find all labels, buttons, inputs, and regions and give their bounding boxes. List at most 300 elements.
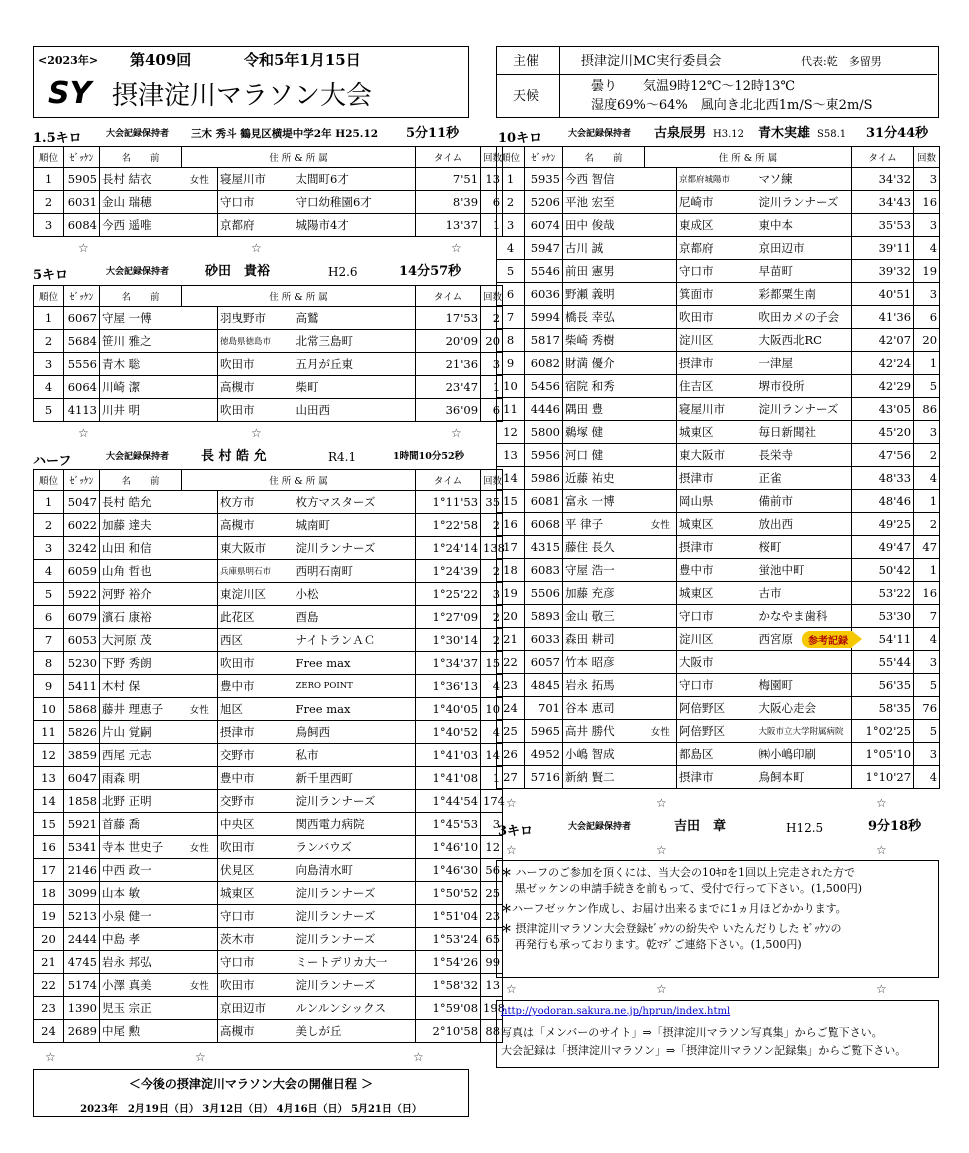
city: 岡山県 bbox=[677, 490, 757, 513]
rank: 5 bbox=[34, 583, 64, 606]
city: 豊中市 bbox=[218, 675, 294, 698]
city: 東淀川区 bbox=[218, 583, 294, 606]
city: 東大阪市 bbox=[218, 537, 294, 560]
result-row bbox=[497, 444, 940, 467]
runner-name: 今西 智信 bbox=[563, 168, 645, 191]
record-label: 大会記録保持者 bbox=[106, 267, 170, 277]
race-count: 15 bbox=[481, 652, 503, 675]
gender bbox=[645, 237, 677, 260]
affiliation: マソ練 bbox=[757, 168, 852, 191]
affiliation: 大阪心走会 bbox=[757, 697, 852, 720]
bib: 5922 bbox=[64, 583, 100, 606]
race-count: 3 bbox=[914, 214, 940, 237]
result-row bbox=[497, 237, 940, 260]
note-2: ＊ハーフゼッケン作成し、お届け出来るまでに1ヵ月ほどかかります。 bbox=[501, 901, 847, 915]
finish-time: 49'25 bbox=[852, 513, 914, 536]
note-3: ＊ 摂津淀川マラソン大会登録ｾﾞｯｹﾝの紛失や いたんだりした ｾﾞｯｹﾝの bbox=[501, 921, 842, 935]
record-era: R4.1 bbox=[328, 450, 357, 464]
affiliation: 早苗町 bbox=[757, 260, 852, 283]
bib: 1858 bbox=[64, 790, 100, 813]
result-row bbox=[497, 605, 940, 628]
city: 守口市 bbox=[218, 905, 294, 928]
affiliation: ランバウズ bbox=[294, 836, 416, 859]
gender bbox=[645, 214, 677, 237]
race-name: ハーフ bbox=[33, 454, 72, 469]
bib: 5174 bbox=[64, 974, 100, 997]
weather-label: 天候 bbox=[513, 89, 540, 104]
city: 京都府 bbox=[677, 237, 757, 260]
gender bbox=[182, 882, 218, 905]
bib: 2689 bbox=[64, 1020, 100, 1043]
record-era: H2.6 bbox=[328, 265, 358, 279]
rank: 22 bbox=[497, 651, 525, 674]
bib: 6067 bbox=[64, 307, 100, 330]
race-count: 4 bbox=[481, 721, 503, 744]
rank: 1 bbox=[497, 168, 525, 191]
race-count: 198 bbox=[481, 997, 503, 1020]
runner-name: 高井 勝代 bbox=[563, 720, 645, 743]
affiliation: 城南町 bbox=[294, 514, 416, 537]
result-row bbox=[34, 330, 503, 353]
organizer: 摂津淀川MC実行委員会 bbox=[581, 54, 722, 69]
result-row bbox=[34, 376, 503, 399]
runner-name: 古川 誠 bbox=[563, 237, 645, 260]
gender bbox=[645, 283, 677, 306]
title-box bbox=[33, 46, 469, 118]
affiliation: 長栄寺 bbox=[757, 444, 852, 467]
rank: 10 bbox=[497, 375, 525, 398]
record-holder-1: 古泉辰男 bbox=[654, 126, 707, 141]
finish-time: 1°41'03 bbox=[416, 744, 481, 767]
bib: 6079 bbox=[64, 606, 100, 629]
result-row bbox=[34, 652, 503, 675]
bib: 6031 bbox=[64, 191, 100, 214]
finish-time: 36'09 bbox=[416, 399, 481, 422]
year-tag: <2023年> bbox=[38, 54, 99, 67]
finish-time: 1°02'25 bbox=[852, 720, 914, 743]
gender bbox=[182, 905, 218, 928]
race-count: 2 bbox=[481, 560, 503, 583]
rank: 3 bbox=[34, 537, 64, 560]
finish-time: 8'39 bbox=[416, 191, 481, 214]
result-row bbox=[497, 651, 940, 674]
rank: 4 bbox=[497, 237, 525, 260]
race-count: 1 bbox=[481, 376, 503, 399]
city: 阿倍野区 bbox=[677, 697, 757, 720]
finish-time: 35'53 bbox=[852, 214, 914, 237]
bib: 5994 bbox=[525, 306, 563, 329]
star-mark: ☆ bbox=[876, 796, 887, 810]
runner-name: 財満 優介 bbox=[563, 352, 645, 375]
gender: 女性 bbox=[182, 974, 218, 997]
gender bbox=[182, 560, 218, 583]
gender bbox=[645, 559, 677, 582]
city: 京都府城陽市 bbox=[677, 168, 757, 191]
result-row bbox=[34, 813, 503, 836]
bib: 5047 bbox=[64, 491, 100, 514]
links-box bbox=[496, 1000, 939, 1068]
rank: 3 bbox=[34, 214, 64, 237]
runner-name: 新納 賢二 bbox=[563, 766, 645, 789]
result-row bbox=[34, 629, 503, 652]
table-header: 順位 ｾﾞｯｹﾝ 名 前 住 所 & 所 属 タイム 回数 bbox=[497, 147, 940, 168]
record-era-2: S58.1 bbox=[817, 129, 847, 140]
runner-name: 今西 遥唯 bbox=[100, 214, 182, 237]
star-mark: ☆ bbox=[876, 843, 887, 857]
schedule-box bbox=[33, 1069, 469, 1117]
race-count: 3 bbox=[481, 813, 503, 836]
result-row bbox=[34, 836, 503, 859]
gender bbox=[645, 191, 677, 214]
runner-name: 下野 秀朗 bbox=[100, 652, 182, 675]
result-row bbox=[497, 168, 940, 191]
finish-time: 1°54'26 bbox=[416, 951, 481, 974]
city: 城東区 bbox=[677, 513, 757, 536]
rank: 18 bbox=[34, 882, 64, 905]
weather-line2: 湿度69%～64% 風向き北北西1m/S～東2m/S bbox=[591, 98, 873, 113]
runner-name: 児玉 宗正 bbox=[100, 997, 182, 1020]
finish-time-text: 54'11 bbox=[878, 632, 912, 646]
finish-time: 42'24 bbox=[852, 352, 914, 375]
race-count: 16 bbox=[914, 582, 940, 605]
runner-name: 守屋 浩一 bbox=[563, 559, 645, 582]
race-count: 99 bbox=[481, 951, 503, 974]
affiliation: かなやま歯科 bbox=[757, 605, 852, 628]
result-row bbox=[497, 720, 940, 743]
gender: 女性 bbox=[182, 698, 218, 721]
bib: 3859 bbox=[64, 744, 100, 767]
city: 高槻市 bbox=[218, 1020, 294, 1043]
bib: 3099 bbox=[64, 882, 100, 905]
runner-name: 金山 瑞穂 bbox=[100, 191, 182, 214]
finish-time: 1°41'08 bbox=[416, 767, 481, 790]
race-count: 6 bbox=[481, 191, 503, 214]
race-name: 10キロ bbox=[498, 131, 543, 146]
bib: 5556 bbox=[64, 353, 100, 376]
rank: 5 bbox=[34, 399, 64, 422]
record-holder-2: 青木実雄 bbox=[758, 126, 811, 141]
race-half-header bbox=[33, 450, 71, 469]
result-row bbox=[497, 628, 940, 651]
race-count: 1 bbox=[914, 352, 940, 375]
race-count: 25 bbox=[481, 882, 503, 905]
results-table-half bbox=[33, 469, 503, 1043]
result-row bbox=[34, 1020, 503, 1043]
rank: 7 bbox=[497, 306, 525, 329]
city: 守口市 bbox=[677, 260, 757, 283]
gender bbox=[182, 330, 218, 353]
runner-name: 守屋 一傅 bbox=[100, 307, 182, 330]
gender bbox=[645, 329, 677, 352]
star-mark: ☆ bbox=[78, 241, 89, 255]
race-count: 13 bbox=[481, 168, 503, 191]
city: 高槻市 bbox=[218, 514, 294, 537]
rank: 8 bbox=[497, 329, 525, 352]
runner-name: 雨森 明 bbox=[100, 767, 182, 790]
finish-time: 2°10'58 bbox=[416, 1020, 481, 1043]
result-row bbox=[34, 974, 503, 997]
bib: 5341 bbox=[64, 836, 100, 859]
record-era: H12.5 bbox=[786, 821, 824, 835]
star-mark: ☆ bbox=[195, 1050, 206, 1064]
record-time: 5分11秒 bbox=[406, 126, 460, 141]
bib: 5546 bbox=[525, 260, 563, 283]
race-count: 10 bbox=[481, 698, 503, 721]
bib: 5230 bbox=[64, 652, 100, 675]
result-row bbox=[34, 882, 503, 905]
bib: 5893 bbox=[525, 605, 563, 628]
results-table-10k bbox=[496, 146, 940, 789]
affiliation: 吹田カメの子会 bbox=[757, 306, 852, 329]
city: 吹田市 bbox=[218, 974, 294, 997]
affiliation: ミートデリカ大一 bbox=[294, 951, 416, 974]
bib: 4845 bbox=[525, 674, 563, 697]
star-mark: ☆ bbox=[506, 982, 517, 996]
finish-time: 40'51 bbox=[852, 283, 914, 306]
race-count: 13 bbox=[481, 974, 503, 997]
gender bbox=[182, 606, 218, 629]
finish-time: 1°10'27 bbox=[852, 766, 914, 789]
race-name: 1.5キロ bbox=[33, 131, 82, 146]
result-row bbox=[34, 675, 503, 698]
affiliation bbox=[757, 651, 852, 674]
race-count: 65 bbox=[481, 928, 503, 951]
runner-name: 鵜塚 健 bbox=[563, 421, 645, 444]
result-row bbox=[34, 353, 503, 376]
city: 交野市 bbox=[218, 744, 294, 767]
table-header: 順位 ｾﾞｯｹﾝ 名 前 住 所 & 所 属 タイム 回数 bbox=[34, 470, 503, 491]
city: 大阪市 bbox=[677, 651, 757, 674]
finish-time: 43'05 bbox=[852, 398, 914, 421]
race-count: 4 bbox=[914, 766, 940, 789]
city: 羽曳野市 bbox=[218, 307, 294, 330]
runner-name: 野瀬 義明 bbox=[563, 283, 645, 306]
rank: 1 bbox=[34, 491, 64, 514]
affiliation: 梅園町 bbox=[757, 674, 852, 697]
result-row bbox=[497, 674, 940, 697]
star-mark: ☆ bbox=[45, 1050, 56, 1064]
affiliation: 放出西 bbox=[757, 513, 852, 536]
runner-name: 笹川 雅之 bbox=[100, 330, 182, 353]
rank: 19 bbox=[497, 582, 525, 605]
bib: 4446 bbox=[525, 398, 563, 421]
bib: 5206 bbox=[525, 191, 563, 214]
rank: 1 bbox=[34, 168, 64, 191]
finish-time: 1°46'10 bbox=[416, 836, 481, 859]
affiliation: 枚方マスターズ bbox=[294, 491, 416, 514]
affiliation: 美しが丘 bbox=[294, 1020, 416, 1043]
race-count: 20 bbox=[481, 330, 503, 353]
runner-name: 青木 聡 bbox=[100, 353, 182, 376]
record-holder: 砂田 貴裕 bbox=[205, 264, 271, 279]
runner-name: 小嶋 智成 bbox=[563, 743, 645, 766]
runner-name: 谷本 恵司 bbox=[563, 697, 645, 720]
logo: SY bbox=[48, 76, 92, 111]
note-1-cont: 黒ゼッケンの申請手続きを前もって、受付で行って下さい。(1,500円) bbox=[515, 881, 863, 895]
gender: 女性 bbox=[182, 168, 218, 191]
affiliation: 西明石南町 bbox=[294, 560, 416, 583]
race-count: 3 bbox=[481, 583, 503, 606]
race-count: 2 bbox=[914, 444, 940, 467]
affiliation: 五月が丘東 bbox=[294, 353, 416, 376]
affiliation: 大阪市立大学附属病院 bbox=[757, 720, 852, 743]
affiliation: 城陽市4才 bbox=[294, 214, 416, 237]
rank: 13 bbox=[34, 767, 64, 790]
rank: 2 bbox=[34, 191, 64, 214]
gender bbox=[182, 353, 218, 376]
race-count: 6 bbox=[914, 306, 940, 329]
results-table-5k bbox=[33, 285, 503, 422]
affiliation: 堺市役所 bbox=[757, 375, 852, 398]
record-time: 1時間10分52秒 bbox=[393, 451, 465, 462]
rank: 9 bbox=[497, 352, 525, 375]
rank: 21 bbox=[34, 951, 64, 974]
rank: 20 bbox=[34, 928, 64, 951]
gender bbox=[645, 490, 677, 513]
runner-name: 大河原 茂 bbox=[100, 629, 182, 652]
finish-time bbox=[808, 628, 914, 651]
runner-name: 田中 俊哉 bbox=[563, 214, 645, 237]
affiliation: 鳥飼本町 bbox=[757, 766, 852, 789]
result-row bbox=[497, 697, 940, 720]
race-count: 4 bbox=[481, 675, 503, 698]
affiliation: 淀川ランナーズ bbox=[294, 905, 416, 928]
record-time: 31分44秒 bbox=[866, 126, 929, 141]
city: 東成区 bbox=[677, 214, 757, 237]
race-count: 19 bbox=[914, 260, 940, 283]
city: 摂津市 bbox=[677, 467, 757, 490]
gender bbox=[182, 537, 218, 560]
result-row bbox=[34, 951, 503, 974]
bib: 6084 bbox=[64, 214, 100, 237]
rank: 12 bbox=[34, 744, 64, 767]
race-count: 3 bbox=[914, 743, 940, 766]
race-count: 12 bbox=[481, 836, 503, 859]
finish-time: 55'44 bbox=[852, 651, 914, 674]
gender bbox=[645, 674, 677, 697]
star-mark: ☆ bbox=[251, 241, 262, 255]
finish-time: 1°51'04 bbox=[416, 905, 481, 928]
city: 阿倍野区 bbox=[677, 720, 757, 743]
affiliation: 高鷲 bbox=[294, 307, 416, 330]
finish-time: 21'36 bbox=[416, 353, 481, 376]
affiliation: 古市 bbox=[757, 582, 852, 605]
city: 徳島県徳島市 bbox=[218, 330, 294, 353]
runner-name: 岩永 拓馬 bbox=[563, 674, 645, 697]
bib: 5506 bbox=[525, 582, 563, 605]
runner-name: 山本 敏 bbox=[100, 882, 182, 905]
star-mark: ☆ bbox=[656, 843, 667, 857]
runner-name: 川井 明 bbox=[100, 399, 182, 422]
city: 東大阪市 bbox=[677, 444, 757, 467]
result-row bbox=[34, 744, 503, 767]
finish-time: 42'29 bbox=[852, 375, 914, 398]
rank: 20 bbox=[497, 605, 525, 628]
runner-name: 中西 政一 bbox=[100, 859, 182, 882]
result-row bbox=[497, 490, 940, 513]
gender bbox=[182, 652, 218, 675]
race-3k-header bbox=[498, 820, 533, 839]
record-label: 大会記録保持者 bbox=[106, 452, 170, 462]
bib: 6033 bbox=[525, 628, 563, 651]
record-holder: 長 村 皓 允 bbox=[201, 449, 267, 464]
gender bbox=[182, 399, 218, 422]
finish-time: 50'42 bbox=[852, 559, 914, 582]
rank: 16 bbox=[497, 513, 525, 536]
affiliation: 大阪西北RC bbox=[757, 329, 852, 352]
finish-time: 7'51 bbox=[416, 168, 481, 191]
note-3-cont: 再発行も承っております。乾ﾏﾃﾞご連絡下さい。(1,500円) bbox=[515, 937, 802, 951]
rank: 17 bbox=[497, 536, 525, 559]
finish-time: 48'33 bbox=[852, 467, 914, 490]
gender: 女性 bbox=[182, 836, 218, 859]
race-count: 3 bbox=[914, 168, 940, 191]
race-count: 4 bbox=[914, 628, 940, 651]
city: 守口市 bbox=[218, 951, 294, 974]
result-row bbox=[497, 467, 940, 490]
affiliation: 淀川ランナーズ bbox=[294, 928, 416, 951]
bib: 6081 bbox=[525, 490, 563, 513]
race-count: 1 bbox=[914, 559, 940, 582]
runner-name: 柴崎 秀樹 bbox=[563, 329, 645, 352]
affiliation: 関西電力病院 bbox=[294, 813, 416, 836]
affiliation: ルンルンシックス bbox=[294, 997, 416, 1020]
race-count: 1 bbox=[914, 490, 940, 513]
finish-time: 41'36 bbox=[852, 306, 914, 329]
affiliation: 柴町 bbox=[294, 376, 416, 399]
rank: 16 bbox=[34, 836, 64, 859]
gender bbox=[182, 721, 218, 744]
finish-time: 42'07 bbox=[852, 329, 914, 352]
page-title: 摂津淀川マラソン大会 bbox=[112, 81, 373, 111]
gender bbox=[645, 306, 677, 329]
affiliation: 北常三島町 bbox=[294, 330, 416, 353]
event-date: 令和5年1月15日 bbox=[244, 51, 361, 69]
finish-time: 34'43 bbox=[852, 191, 914, 214]
rank: 6 bbox=[497, 283, 525, 306]
bib: 6059 bbox=[64, 560, 100, 583]
bib: 3242 bbox=[64, 537, 100, 560]
info-box bbox=[496, 46, 939, 118]
result-row bbox=[34, 514, 503, 537]
affiliation: Free max bbox=[294, 698, 416, 721]
runner-name: 北野 正明 bbox=[100, 790, 182, 813]
results-table-1-5k bbox=[33, 146, 503, 237]
city: 箕面市 bbox=[677, 283, 757, 306]
finish-time: 1°05'10 bbox=[852, 743, 914, 766]
site-link[interactable]: http://yodoran.sakura.ne.jp/hprun/index.html bbox=[501, 1006, 731, 1017]
finish-time: 1°34'37 bbox=[416, 652, 481, 675]
race-5k-header bbox=[33, 264, 68, 283]
result-row bbox=[497, 260, 940, 283]
gender bbox=[645, 536, 677, 559]
gender bbox=[182, 583, 218, 606]
runner-name: 岩永 邦弘 bbox=[100, 951, 182, 974]
rank: 26 bbox=[497, 743, 525, 766]
race-count: 20 bbox=[914, 329, 940, 352]
runner-name: 中島 孝 bbox=[100, 928, 182, 951]
result-row bbox=[34, 790, 503, 813]
runner-name: 加藤 達夫 bbox=[100, 514, 182, 537]
star-mark: ☆ bbox=[506, 796, 517, 810]
affiliation: 守口幼稚園6才 bbox=[294, 191, 416, 214]
rank: 22 bbox=[34, 974, 64, 997]
bib: 5965 bbox=[525, 720, 563, 743]
rank: 2 bbox=[497, 191, 525, 214]
city: 淀川区 bbox=[677, 628, 757, 651]
city: 都島区 bbox=[677, 743, 757, 766]
bib: 4315 bbox=[525, 536, 563, 559]
